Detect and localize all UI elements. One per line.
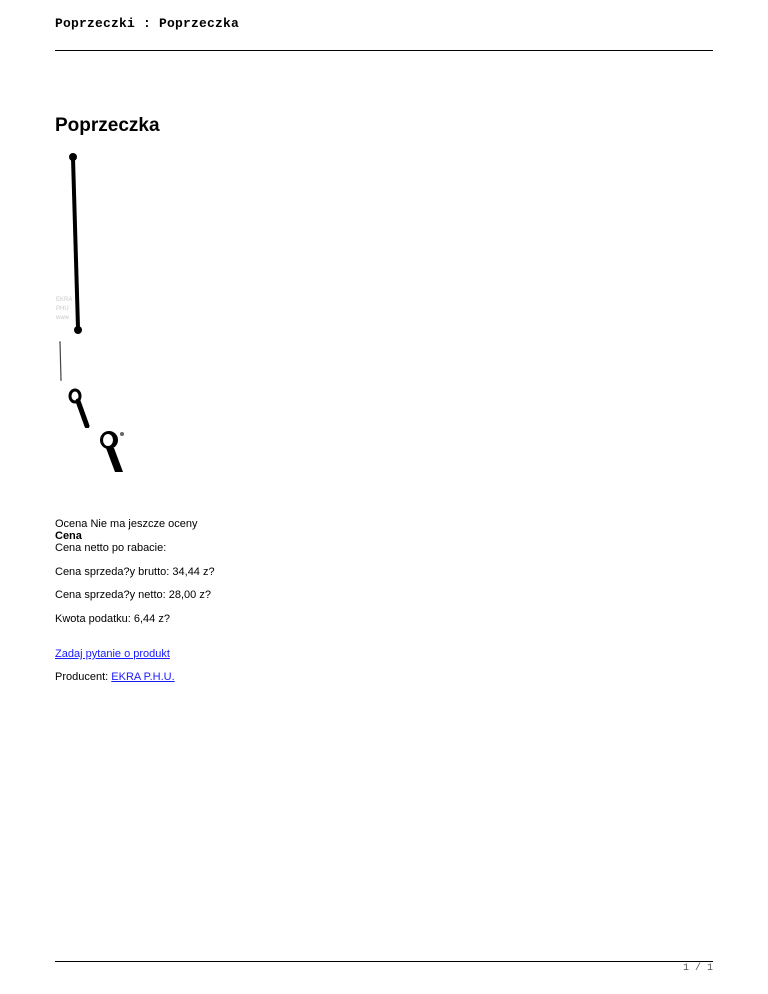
net-after-discount-label: Cena netto po rabacie: (55, 542, 167, 554)
producer-row (55, 671, 175, 683)
watermark-line-2: PHU (56, 306, 69, 312)
rating-row (55, 518, 197, 530)
product-title: Poprzeczka (55, 115, 160, 136)
producer-label: Producent: (55, 671, 109, 683)
product-thumbnail-2[interactable] (63, 384, 95, 428)
product-main-image[interactable] (55, 148, 92, 336)
net-price: Cena sprzeda?y netto: 28,00 z? (55, 589, 211, 601)
ask-question-row (55, 648, 170, 660)
rod-end-closeup-thumbnail (93, 428, 131, 472)
producer-link[interactable]: EKRA P.H.U. (111, 671, 175, 683)
thin-rod-thumbnail (55, 340, 67, 382)
price-heading: Cena (55, 530, 82, 542)
ask-question-link[interactable]: Zadaj pytanie o produkt (55, 648, 170, 660)
product-thumbnail-3[interactable] (93, 428, 131, 472)
page-number: 1 / 1 (682, 963, 713, 974)
rating-value: Nie ma jeszcze oceny (90, 518, 198, 530)
tax-amount: Kwota podatku: 6,44 z? (55, 613, 170, 625)
watermark-line-1: EKRA (56, 297, 73, 303)
rating-label: Ocena (55, 518, 88, 530)
product-thumbnail-1[interactable] (55, 340, 67, 382)
rod-end-thumbnail (63, 384, 95, 428)
watermark-line-3: www (56, 315, 69, 321)
document-header-title: Poprzeczki : Poprzeczka (55, 16, 240, 31)
gross-price: Cena sprzeda?y brutto: 34,44 z? (55, 566, 215, 578)
header-divider (55, 50, 713, 51)
footer-divider (55, 961, 713, 962)
